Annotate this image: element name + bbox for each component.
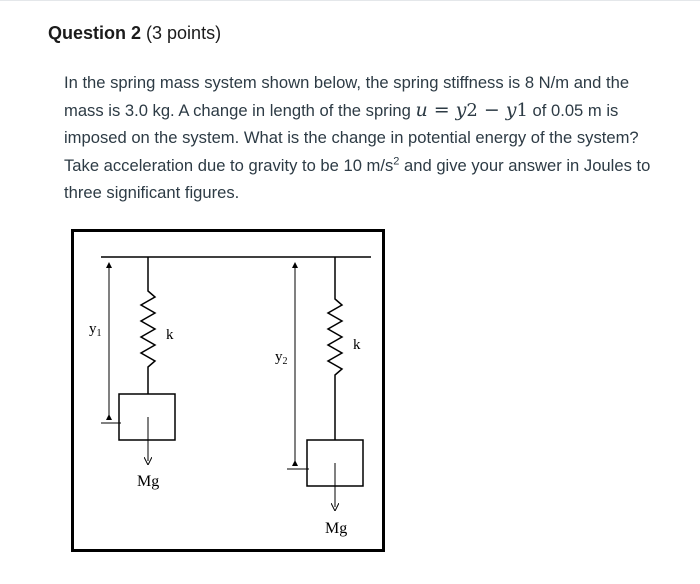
right-mg-label: Mg <box>325 520 348 537</box>
left-mg-label: Mg <box>137 473 160 490</box>
right-spring <box>328 257 342 440</box>
question-header <box>48 23 221 44</box>
equation-u: u <box>415 98 428 121</box>
y1-label: $y_1$ <box>89 321 102 339</box>
question-text-part-1: In the spring mass system shown below, the spring stiffness is 8 N/m and the mass is 3.0 kg. A change in length of the spring <box>64 73 630 120</box>
equation-y1 <box>506 99 528 121</box>
exponent: 2 <box>393 154 400 167</box>
equation-y2 <box>456 99 478 121</box>
equation <box>415 99 527 121</box>
equation-minus: − <box>483 98 500 121</box>
question-points: (3 points) <box>146 23 222 43</box>
left-k-label: k <box>166 327 174 343</box>
equation-y2-var: y <box>455 98 467 121</box>
left-mass <box>119 394 175 440</box>
right-spring-system <box>287 257 363 507</box>
equation-y1-sub: 1 <box>516 99 528 121</box>
question-text <box>64 69 664 207</box>
right-k-label: k <box>353 337 361 353</box>
spring-mass-figure <box>71 229 385 552</box>
question-title: Question 2 <box>48 23 142 43</box>
question-text-part-3: and give your answer in Joules to three significant figures. <box>64 155 651 202</box>
y2-label: $y_2$ <box>275 349 288 367</box>
spring-mass-diagram <box>71 229 385 552</box>
left-spring-system <box>101 257 175 461</box>
figure-frame <box>73 231 384 551</box>
equation-y1-var: y <box>505 98 517 121</box>
equation-equals: = <box>433 98 450 121</box>
left-spring <box>141 257 155 394</box>
question-text-part-2: of 0.05 m is imposed on the system. What is the change in potential energy of the system? Take acceleration due to gravity to be 10 m/s <box>64 100 639 175</box>
equation-y2-sub: 2 <box>466 99 478 121</box>
